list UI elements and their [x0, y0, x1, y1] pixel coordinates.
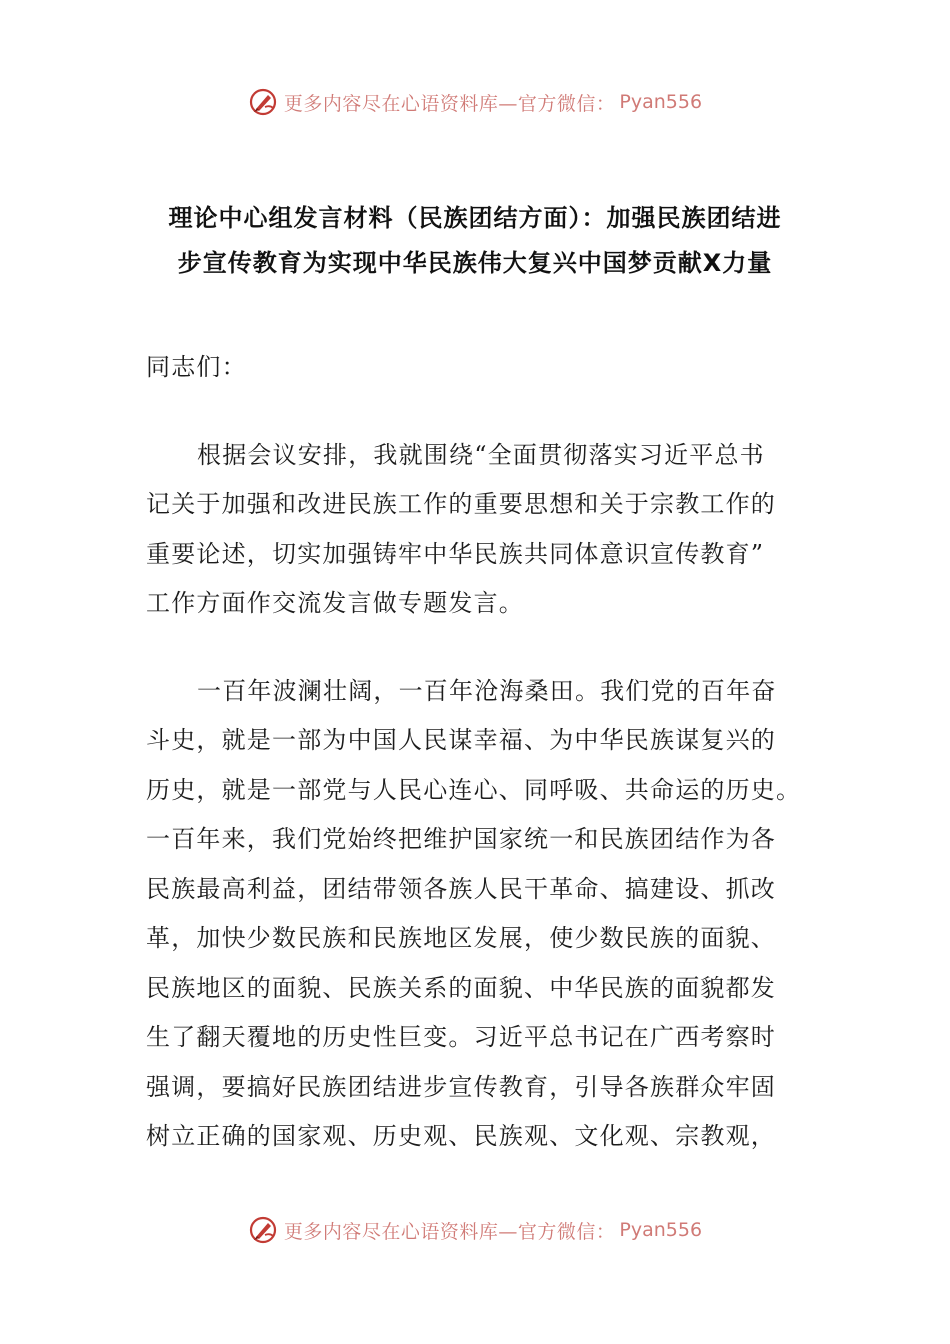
paragraph-line: 重要论述，切实加强铸牢中华民族共同体意识宣传教育” [146, 539, 765, 568]
paragraph-line: 一百年来，我们党始终把维护国家统一和民族团结作为各 [146, 825, 776, 853]
paragraph-line: 一百年波澜壮阔，一百年沧海桑田。我们党的百年奋 [197, 676, 777, 705]
paragraph-line: 革，加快少数民族和民族地区发展，使少数民族的面貌、 [146, 924, 776, 952]
header-watermark [0, 82, 950, 122]
wechat-id: Pyan556 [619, 1219, 703, 1241]
footer-watermark [0, 1210, 950, 1250]
watermark-text: 更多内容尽在心语资料库—官方微信： [283, 92, 616, 115]
pen-logo-icon [248, 1215, 278, 1245]
paragraph-line: 树立正确的国家观、历史观、民族观、文化观、宗教观， [146, 1122, 776, 1150]
paragraph-line: 生了翻天覆地的历史性巨变。习近平总书记在广西考察时 [146, 1023, 776, 1051]
paragraph-2 [146, 667, 806, 1162]
paragraph-line: 民族地区的面貌、民族关系的面貌、中华民族的面貌都发 [146, 973, 776, 1002]
paragraph-line: 历史，就是一部党与人民心连心、同呼吸、共命运的历史。 [146, 775, 802, 804]
wechat-id: Pyan556 [619, 91, 703, 113]
title-line-2: 步宣传教育为实现中华民族伟大复兴中国梦贡献X力量 [177, 249, 773, 277]
paragraph-line: 工作方面作交流发言做专题发言。 [146, 589, 524, 617]
watermark-text: 更多内容尽在心语资料库—官方微信： [283, 1220, 616, 1243]
document-title [120, 196, 830, 286]
greeting: 同志们： [146, 353, 247, 381]
document-body [146, 343, 806, 1162]
pen-logo-icon [248, 87, 278, 117]
title-line-1: 理论中心组发言材料（民族团结方面）：加强民族团结进 [168, 204, 782, 232]
paragraph-line: 记关于加强和改进民族工作的重要思想和关于宗教工作的 [146, 490, 776, 518]
paragraph-line: 根据会议安排，我就围绕“全面贯彻落实习近平总书 [197, 440, 765, 469]
paragraph-1 [146, 431, 806, 629]
paragraph-line: 民族最高利益，团结带领各族人民干革命、搞建设、抓改 [146, 874, 776, 903]
paragraph-line: 强调，要搞好民族团结进步宣传教育，引导各族群众牢固 [146, 1072, 776, 1101]
paragraph-line: 斗史，就是一部为中国人民谋幸福、为中华民族谋复兴的 [146, 726, 776, 754]
